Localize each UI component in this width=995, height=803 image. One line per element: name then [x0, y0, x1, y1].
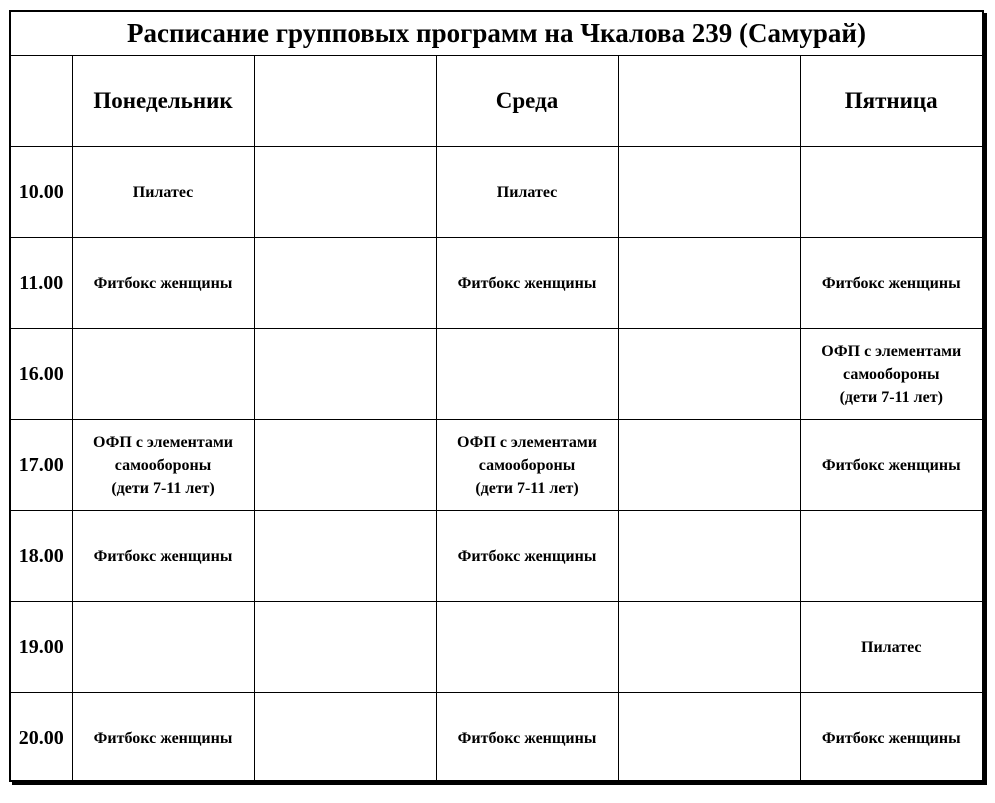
schedule-cell	[254, 693, 436, 784]
header-row	[11, 56, 982, 147]
table-row	[11, 693, 982, 784]
schedule-cell	[72, 329, 254, 420]
schedule-cell: Пилатес	[436, 147, 618, 238]
schedule-cell: Фитбокс женщины	[72, 238, 254, 329]
schedule-table	[11, 56, 982, 783]
table-row	[11, 238, 982, 329]
schedule-cell: Фитбокс женщины	[436, 238, 618, 329]
schedule-cell	[618, 693, 800, 784]
time-cell: 16.00	[11, 329, 72, 420]
schedule-cell	[618, 329, 800, 420]
header-cell-time	[11, 56, 72, 147]
schedule-cell: ОФП с элементами самообороны (дети 7-11 лет)	[800, 329, 982, 420]
schedule-cell	[254, 511, 436, 602]
schedule-cell	[618, 511, 800, 602]
time-cell: 20.00	[11, 693, 72, 784]
schedule-sheet	[9, 10, 984, 782]
table-row	[11, 511, 982, 602]
schedule-body	[11, 147, 982, 784]
schedule-cell	[800, 147, 982, 238]
schedule-cell: Фитбокс женщины	[72, 693, 254, 784]
page-title: Расписание групповых программ на Чкалова 239 (Самурай)	[11, 12, 982, 56]
schedule-cell: Фитбокс женщины	[436, 693, 618, 784]
schedule-cell: Пилатес	[72, 147, 254, 238]
schedule-cell	[618, 147, 800, 238]
time-cell: 10.00	[11, 147, 72, 238]
schedule-cell	[618, 602, 800, 693]
schedule-cell	[254, 329, 436, 420]
schedule-cell: ОФП с элементами самообороны (дети 7-11 лет)	[72, 420, 254, 511]
schedule-cell	[72, 602, 254, 693]
schedule-cell: Фитбокс женщины	[800, 693, 982, 784]
schedule-cell	[800, 511, 982, 602]
schedule-cell	[254, 420, 436, 511]
table-row	[11, 329, 982, 420]
header-cell-monday: Понедельник	[72, 56, 254, 147]
schedule-cell	[436, 602, 618, 693]
header-cell-thursday	[618, 56, 800, 147]
schedule-cell	[254, 147, 436, 238]
schedule-cell	[254, 602, 436, 693]
schedule-cell	[618, 238, 800, 329]
time-cell: 18.00	[11, 511, 72, 602]
schedule-cell: Пилатес	[800, 602, 982, 693]
time-cell: 17.00	[11, 420, 72, 511]
time-cell: 11.00	[11, 238, 72, 329]
schedule-cell	[436, 329, 618, 420]
schedule-cell: Фитбокс женщины	[800, 238, 982, 329]
header-cell-friday: Пятница	[800, 56, 982, 147]
table-row	[11, 602, 982, 693]
schedule-cell: ОФП с элементами самообороны (дети 7-11 лет)	[436, 420, 618, 511]
table-row	[11, 147, 982, 238]
schedule-cell: Фитбокс женщины	[72, 511, 254, 602]
schedule-cell: Фитбокс женщины	[800, 420, 982, 511]
header-cell-tuesday	[254, 56, 436, 147]
table-row	[11, 420, 982, 511]
schedule-cell: Фитбокс женщины	[436, 511, 618, 602]
header-cell-wednesday: Среда	[436, 56, 618, 147]
schedule-cell	[254, 238, 436, 329]
time-cell: 19.00	[11, 602, 72, 693]
schedule-cell	[618, 420, 800, 511]
